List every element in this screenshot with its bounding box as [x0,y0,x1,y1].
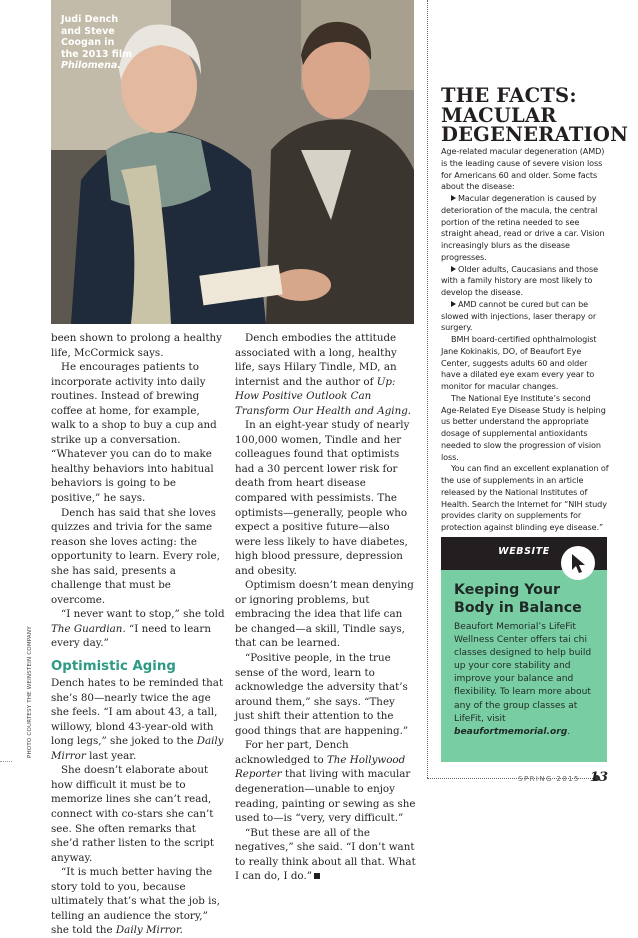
paragraph: “Positive people, in the true sense of the word, learn to acknowledge the adversity that’s around them,” she says. “They just shift their attention to the good things that are happening.” [235,652,409,737]
website-label: WEBSITE [498,546,550,557]
quote-text: “It is much better having the story told to you, because ultimately that’s what the job is, telling an audience the story,” she told the [51,866,220,937]
paragraph: He encourages patients to incorporate activity into daily routines. Instead of brewing coffee at home, for example, walk to a shop to buy a cup and strike up a conversation. “Whatever you can do to make healthy behaviors into habitual behaviors is going to be positive,” he says. [51,361,217,505]
cursor-arrow-icon [570,553,588,575]
paragraph [235,331,417,418]
photo-caption [61,14,151,72]
margin-dots [0,761,12,762]
paragraph: In an eight-year study of nearly 100,000 women, Tindle and her colleagues found that optimists had a 30 percent lower risk for death from heart disease compared with pessimists. The optimists—generally, people who expect a positive future—also were less likely to have diabetes, high blood pressure, depression and obesity. [235,419,410,577]
book-title: Up: How Positive Outlook Can Transform Our Health and Aging. [235,375,412,417]
triangle-bullet-icon [451,195,456,201]
facts-intro: Age-related macular degeneration (AMD) is the leading cause of severe vision loss for Americans 60 and older. Some facts about the disease: [441,146,605,192]
paragraph [51,865,225,938]
body-text: For her part, Dench acknowledged to [235,739,349,766]
facts-heading-line: THE FACTS: [441,84,577,107]
website-text [454,621,604,739]
paragraph: Dench has said that she loves quizzes and trivia for the same reason she loves acting: the opportunity to learn. Every role, she has said, presents a challenge that must be overcome. [51,506,220,606]
caption-line: Judi Dench [61,14,119,25]
facts-heading [441,84,629,146]
paragraph [235,738,417,825]
bullet-text: Older adults, Caucasians and those with a family history are most likely to develop the disease. [441,263,598,297]
publication-name: The Guardian. [51,622,126,635]
paragraph: She doesn’t elaborate about how difficult it must be to memorize lines she can’t read, connect with co-stars she can’t see. She often remarks that she’d rather listen to the script anyway. [51,764,215,864]
photo-credit: PHOTO COURTESY THE WEINSTEIN COMPANY [27,626,33,758]
section-subhead: Optimistic Aging [51,659,176,675]
publication-name: Daily Mirror [51,735,224,762]
facts-bullet [441,299,609,334]
caption-film-title: Philomena. [61,60,121,72]
caption-line: and Steve [61,25,115,37]
facts-paragraph: BMH board-certified ophthalmologist Jane Kokinakis, DO, of Beaufort Eye Center, suggests adults 60 and older have a dilated eye exam every year to monitor for macular changes. [441,334,597,391]
bullet-text: Macular degeneration is caused by deterioration of the macula, the central portion of the retina needed to see straight ahead, read or drive a car. Vision increasingly blurs as the disease progresses. [441,193,605,262]
paragraph [51,676,225,763]
cursor-badge [561,546,595,580]
website-period: . [567,726,571,737]
quote-text: “I need to learn every day.” [51,622,211,650]
website-description: Beaufort Memorial’s LifeFit Wellness Center offers tai chi classes designed to help build up your core stability and improve your balance and flexibility. To learn more about any of the group classes at LifeFit, visit [454,622,592,724]
paragraph [51,607,225,651]
caption-line: the 2013 film [61,48,132,60]
paragraph: Optimism doesn’t mean denying or ignoring problems, but embracing the idea that life can be changed—a skill, Tindle says, that can be learned. [235,579,414,650]
website-link[interactable]: beaufortmemorial.org [454,726,568,737]
quote-text: Dench hates to be reminded that she’s 80—nearly twice the age she feels. “I am about 43, a tall, willowy, blond 43-year-old with long legs,” she joked to the [51,677,224,748]
page-number: 13 [589,770,608,785]
triangle-bullet-icon [451,301,456,307]
body-text: “But these are all of the negatives,” she said. “I don’t want to really think about all that. What I can do, I do.” [235,826,416,883]
facts-bullet [441,264,609,299]
facts-bullet [441,193,609,264]
body-text: Dench embodies the attitude associated with a long, healthy life, says Hilary Tindle, MD, an internist and the author of [235,332,397,388]
article-column-1 [51,331,225,938]
paragraph [235,826,417,884]
triangle-bullet-icon [451,266,456,272]
facts-body [441,146,609,534]
end-mark [314,873,320,879]
website-callout [441,537,607,762]
sidebar-dotted-rule [427,0,428,778]
body-text: that living with macular degeneration—unable to enjoy reading, painting or sewing as she used to—is “very, very difficult.” [235,768,416,825]
caption-line: Coogan in [61,37,115,49]
facts-paragraph: The National Eye Institute’s second Age-Related Eye Disease Study is helping us better understand the appropriate dosage of supplemental antioxidants needed to slow the progression of vision loss. [441,392,606,462]
facts-heading-line: DEGENERATION [441,123,629,146]
publication-name: Daily Mirror. [115,924,183,937]
website-title: Keeping Your Body in Balance [454,582,582,616]
quote-text: last year. [89,749,137,762]
issue-label: SPRING 2015 [518,775,580,783]
publication-name: The Hollywood Reporter [235,753,406,781]
article-photo [51,0,414,324]
page-folio [518,766,608,785]
bullet-text: AMD cannot be cured but can be slowed with injections, laser therapy or surgery. [441,298,597,333]
quote-text: “I never want to stop,” she told [61,608,225,621]
paragraph: been shown to prolong a healthy life, McCormick says. [51,332,222,359]
facts-paragraph: You can find an excellent explanation of the use of supplements in an article released by the National Institutes of Health. Search the Internet for “NIH study provides clarity on supplements for protection against blinding eye disease.” [441,463,609,532]
facts-heading-line: MACULAR [441,103,557,127]
article-column-2 [235,331,417,884]
